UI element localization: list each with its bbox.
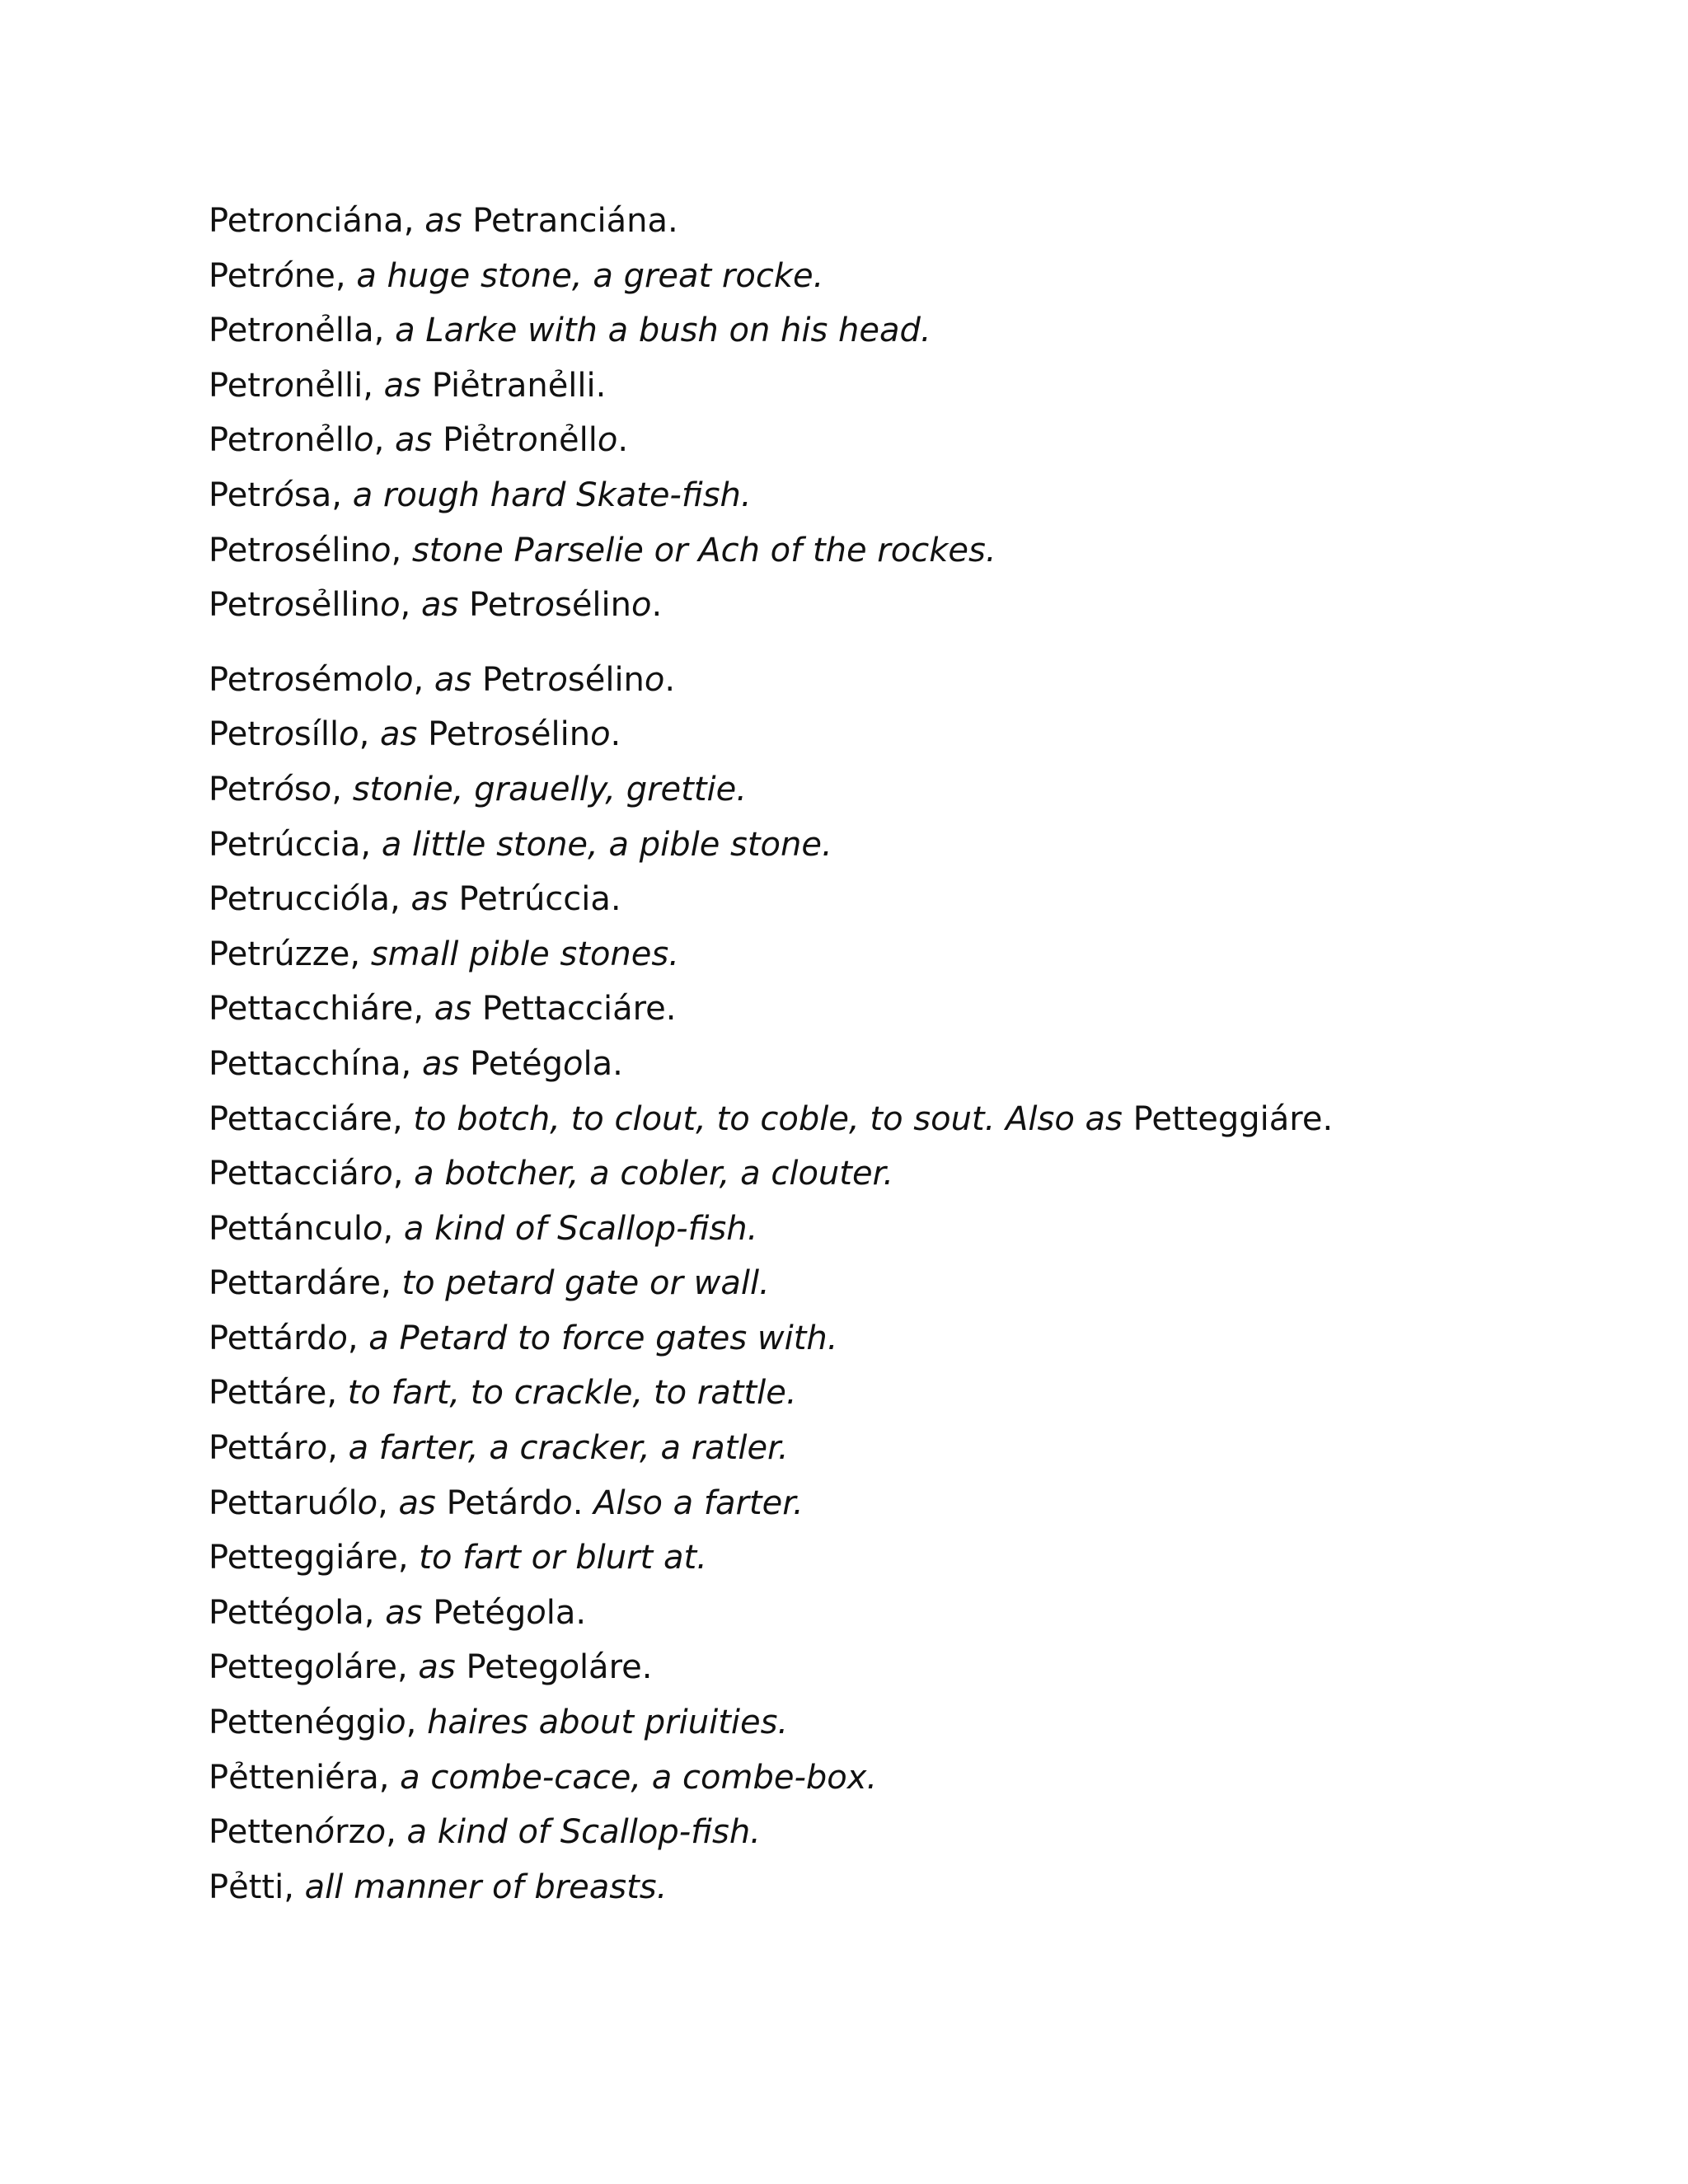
entry-text-italic: o <box>339 715 359 754</box>
entry-text-italic: o <box>386 1704 406 1742</box>
entry-text: , <box>406 1704 428 1742</box>
dictionary-entry <box>209 1750 1610 1806</box>
entry-text: Piẻtranẻlli. <box>421 366 607 405</box>
entry-text-italic: o <box>274 660 294 699</box>
entry-text-italic: ó <box>340 880 361 919</box>
entry-text-italic: o <box>631 586 652 625</box>
entry-text-italic: o <box>274 531 294 569</box>
entry-text: sém <box>293 660 364 699</box>
dictionary-entry <box>209 1092 1610 1147</box>
entry-text-italic: a huge stone, a great rocke. <box>356 256 824 295</box>
entry-text: Petr <box>209 586 274 625</box>
entry-text-italic: o <box>311 770 332 808</box>
entry-text: Petr <box>209 660 274 699</box>
dictionary-entry <box>209 468 1610 523</box>
entry-text-italic: a combe-cace, a combe-box. <box>400 1758 878 1797</box>
entry-text: Petr <box>209 715 274 754</box>
entry-text: Pettacciáre. <box>471 990 677 1029</box>
entry-text-italic: o <box>559 1648 579 1687</box>
entry-text-italic: as <box>434 990 472 1029</box>
entry-text: sélin <box>513 715 591 754</box>
dictionary-entry <box>209 927 1610 982</box>
entry-text: Petranciána. <box>462 202 678 240</box>
entry-text: Petrúccia, <box>209 825 382 864</box>
entry-text-italic: as <box>395 421 433 460</box>
entry-text: , <box>392 1155 415 1193</box>
entry-text-italic: stone Parselie or Ach of the rockes. <box>411 531 996 569</box>
entry-text-italic: o <box>274 715 294 754</box>
entry-text: Pettacchína, <box>209 1044 422 1083</box>
entry-text-italic: o <box>274 366 294 405</box>
entry-text: Petr <box>209 256 274 295</box>
entry-text-italic: a botcher, a cobler, a clouter. <box>414 1155 894 1193</box>
entry-text: , <box>413 660 434 699</box>
entry-text-italic: ó <box>274 770 294 808</box>
entry-text: la. <box>583 1044 623 1083</box>
entry-text-italic: o <box>274 202 294 240</box>
entry-text: Petr <box>417 715 494 754</box>
entry-text-italic: o <box>597 421 618 460</box>
entry-text: Petr <box>209 476 274 514</box>
entry-text-italic: as <box>420 586 459 625</box>
entry-text: sélin <box>293 531 371 569</box>
dictionary-entry <box>209 413 1610 468</box>
entry-text-italic: o <box>365 1813 387 1852</box>
entry-text-italic: a rough hard Skate-fish. <box>352 476 752 514</box>
dictionary-entry <box>209 359 1610 414</box>
entry-text: s <box>293 770 312 808</box>
entry-text: Petteggiáre. <box>1122 1099 1334 1138</box>
entry-text-italic: o <box>314 1648 335 1687</box>
entry-text: , <box>382 1209 404 1248</box>
entry-text: Petr <box>209 366 274 405</box>
entry-text: . <box>617 421 629 460</box>
entry-text-italic: o <box>563 1044 584 1083</box>
entry-text: Pettardáre, <box>209 1264 402 1303</box>
dictionary-entry <box>209 1860 1610 1915</box>
entry-text: , <box>347 1319 369 1357</box>
entry-text-italic: o <box>547 660 568 699</box>
dictionary-entry <box>209 1146 1610 1202</box>
entry-text: Petég <box>459 1044 563 1083</box>
entry-text: Petég <box>422 1593 527 1632</box>
dictionary-entry <box>209 578 1610 633</box>
entry-text: la, <box>335 1593 386 1632</box>
entry-text-italic: to petard gate or wall. <box>401 1264 770 1303</box>
entry-text: sélin <box>554 586 632 625</box>
dictionary-entry <box>209 982 1610 1037</box>
entry-text-italic: ó <box>274 256 294 295</box>
dictionary-entries <box>209 194 1610 1915</box>
entry-text: , <box>400 586 421 625</box>
entry-text-italic: o <box>314 1593 335 1632</box>
entry-text: Petr <box>209 531 274 569</box>
entry-text-italic: o <box>644 660 665 699</box>
entry-text: Pettáncul <box>209 1209 363 1248</box>
entry-text-italic: a Petard to force gates with. <box>368 1319 838 1357</box>
entry-text: Pettacciáre, <box>209 1099 414 1138</box>
dictionary-entry <box>209 1256 1610 1311</box>
entry-text: Pettenéggi <box>209 1704 387 1742</box>
entry-text: Petr <box>471 660 548 699</box>
entry-text-italic: stonie, grauelly, grettie. <box>352 770 747 808</box>
dictionary-entry <box>209 653 1610 708</box>
entry-text: la, <box>360 880 411 919</box>
entry-text: nẻlli, <box>293 366 384 405</box>
entry-text: . <box>610 715 621 754</box>
entry-text: nẻlla, <box>293 312 396 350</box>
entry-text-italic: as <box>418 1648 456 1687</box>
entry-text: Petrúzze, <box>209 935 371 973</box>
entry-text-italic: as <box>424 202 462 240</box>
dictionary-entry <box>209 818 1610 873</box>
entry-text-italic: ó <box>314 1813 335 1852</box>
entry-text: Petrúccia. <box>448 880 621 919</box>
dictionary-entry <box>209 872 1610 927</box>
entry-text: nciána, <box>293 202 425 240</box>
entry-text: Petteggiáre, <box>209 1539 420 1577</box>
entry-text-italic: o <box>327 1319 348 1357</box>
entry-text-italic: o <box>534 586 555 625</box>
entry-text-italic: o <box>274 586 294 625</box>
dictionary-entry <box>209 1202 1610 1257</box>
entry-text-italic: o <box>518 421 538 460</box>
entry-text: nẻll <box>293 421 354 460</box>
entry-text: síll <box>293 715 340 754</box>
entry-text-italic: to fart, to crackle, to rattle. <box>347 1374 797 1413</box>
entry-text: Pettacchiáre, <box>209 990 434 1029</box>
entry-text: Pẻtteniéra, <box>209 1758 401 1797</box>
entry-text-italic: as <box>380 715 418 754</box>
entry-text-italic: o <box>373 1155 393 1193</box>
entry-text: , <box>391 531 412 569</box>
entry-text-italic: as <box>385 1593 423 1632</box>
entry-text-italic: o <box>357 1483 378 1522</box>
dictionary-entry <box>209 523 1610 579</box>
entry-text: Petr <box>209 202 274 240</box>
entry-text-italic: o <box>354 421 374 460</box>
entry-text-italic: o <box>363 1209 383 1248</box>
entry-text: , <box>377 1483 399 1522</box>
entry-text: Pettég <box>209 1593 315 1632</box>
entry-text: Petárd <box>435 1483 553 1522</box>
entry-text: Petr <box>209 770 274 808</box>
dictionary-entry <box>209 1586 1610 1641</box>
entry-text: Petteg <box>209 1648 315 1687</box>
entry-text-italic: o <box>552 1483 573 1522</box>
entry-text-italic: o <box>370 531 392 569</box>
entry-text: Petrucci <box>209 880 340 919</box>
entry-text: . <box>664 660 676 699</box>
entry-text-italic: o <box>380 586 401 625</box>
entry-text: Pettaru <box>209 1483 328 1522</box>
entry-text: . <box>572 1483 594 1522</box>
dictionary-entry <box>209 1037 1610 1092</box>
dictionary-entry <box>209 194 1610 249</box>
entry-text-italic: o <box>307 1429 328 1468</box>
entry-text-italic: o <box>363 660 384 699</box>
entry-text: Petr <box>458 586 535 625</box>
entry-text: ne, <box>293 256 357 295</box>
entry-text-italic: to botch, to clout, to coble, to sout. Also as <box>413 1099 1123 1138</box>
entry-gap <box>209 633 1610 653</box>
dictionary-entry <box>209 762 1610 818</box>
entry-text-italic: o <box>274 312 294 350</box>
entry-text-italic: as <box>398 1483 436 1522</box>
entry-text: . <box>651 586 663 625</box>
dictionary-entry <box>209 1421 1610 1476</box>
entry-text: Piẻtr <box>432 421 518 460</box>
entry-text-italic: small pible stones. <box>370 935 679 973</box>
entry-text-italic: as <box>434 660 472 699</box>
entry-text-italic: a little stone, a pible stone. <box>381 825 832 864</box>
entry-text-italic: a kind of Scallop-fish. <box>406 1813 761 1852</box>
dictionary-entry <box>209 249 1610 304</box>
dictionary-entry <box>209 707 1610 762</box>
entry-text: sélin <box>567 660 645 699</box>
entry-text: Pettacciár <box>209 1155 373 1193</box>
entry-text: Pẻtti, <box>209 1868 305 1906</box>
entry-text: , <box>386 1813 407 1852</box>
dictionary-entry <box>209 1311 1610 1366</box>
entry-text: , <box>327 1429 349 1468</box>
entry-text: Petten <box>209 1813 315 1852</box>
entry-text: nẻll <box>537 421 598 460</box>
entry-text: láre. <box>579 1648 653 1687</box>
entry-text: Pettárd <box>209 1319 328 1357</box>
entry-text: sẻllin <box>293 586 381 625</box>
entry-text: l <box>383 660 393 699</box>
dictionary-entry <box>209 303 1610 359</box>
entry-text: rz <box>335 1813 366 1852</box>
entry-text: láre, <box>335 1648 419 1687</box>
entry-text-italic: ó <box>327 1483 349 1522</box>
entry-text-italic: o <box>493 715 514 754</box>
dictionary-entry <box>209 1366 1610 1421</box>
entry-text-italic: as <box>421 1044 460 1083</box>
entry-text-italic: o <box>590 715 611 754</box>
entry-text-italic: ó <box>274 476 294 514</box>
dictionary-entry <box>209 1805 1610 1860</box>
entry-text: Petr <box>209 421 274 460</box>
entry-text: sa, <box>293 476 353 514</box>
entry-text-italic: as <box>383 366 422 405</box>
entry-text-italic: all manner of breasts. <box>304 1868 668 1906</box>
entry-text: Pettáre, <box>209 1374 348 1413</box>
entry-text: , <box>331 770 353 808</box>
entry-text: , <box>373 421 396 460</box>
entry-text: l <box>348 1483 358 1522</box>
entry-text-italic: o <box>526 1593 546 1632</box>
entry-text-italic: o <box>392 660 414 699</box>
dictionary-entry <box>209 1695 1610 1750</box>
entry-text: la. <box>546 1593 587 1632</box>
entry-text: Pettár <box>209 1429 307 1468</box>
entry-text-italic: Also a farter. <box>593 1483 804 1522</box>
entry-text-italic: a Larke with a bush on his head. <box>395 312 931 350</box>
dictionary-entry <box>209 1640 1610 1695</box>
entry-text: , <box>359 715 381 754</box>
entry-text: Petr <box>209 312 274 350</box>
entry-text: Peteg <box>455 1648 560 1687</box>
dictionary-entry <box>209 1530 1610 1586</box>
entry-text-italic: o <box>274 421 294 460</box>
entry-text-italic: as <box>410 880 448 919</box>
entry-text-italic: haires about priuities. <box>427 1704 789 1742</box>
entry-text-italic: a farter, a cracker, a ratler. <box>348 1429 789 1468</box>
dictionary-entry <box>209 1476 1610 1531</box>
entry-text-italic: a kind of Scallop-fish. <box>403 1209 758 1248</box>
entry-text-italic: to fart or blurt at. <box>419 1539 707 1577</box>
